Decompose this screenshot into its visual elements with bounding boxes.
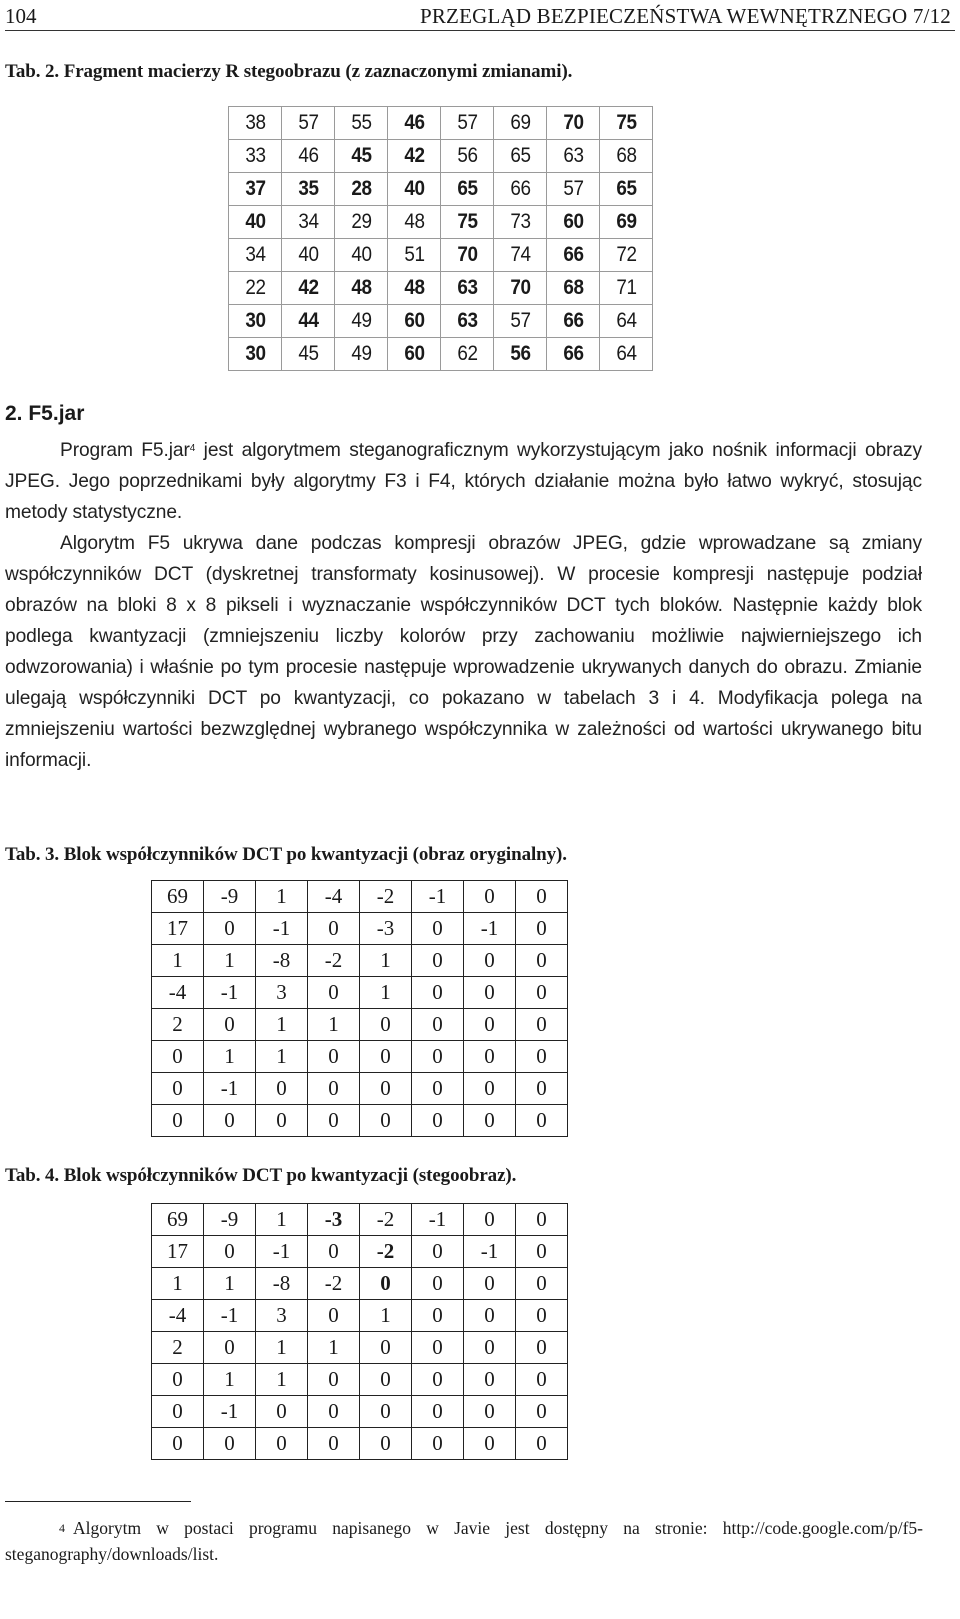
tab3-cell: -2 xyxy=(360,881,412,913)
tab2-row xyxy=(229,107,653,140)
tab4-cell: 0 xyxy=(152,1396,204,1428)
tab4-cell: 0 xyxy=(412,1396,464,1428)
tab4-cell: 0 xyxy=(256,1396,308,1428)
tab3-cell: 1 xyxy=(256,881,308,913)
tab3-cell: 0 xyxy=(152,1105,204,1137)
paragraph-1 xyxy=(5,435,922,528)
tab4-cell: 1 xyxy=(308,1332,360,1364)
tab3-caption: Tab. 3. Blok współczynników DCT po kwantyzacji (obraz oryginalny). xyxy=(5,844,567,865)
tab2-cell: 74 xyxy=(496,239,544,272)
tab3-cell: 2 xyxy=(152,1009,204,1041)
tab3-cell: 0 xyxy=(412,1041,464,1073)
tab3-cell: 0 xyxy=(360,1073,412,1105)
tab3-cell: -1 xyxy=(464,913,516,945)
tab4-cell: -9 xyxy=(204,1204,256,1236)
tab4-row xyxy=(152,1428,568,1460)
footnote-text: Algorytm w postaci programu napisanego w Javie jest dostępny na stronie: http://code.google.com/p/f5-steganography/downloads/list. xyxy=(5,1518,923,1564)
tab4-cell: 0 xyxy=(308,1236,360,1268)
tab4-cell: -3 xyxy=(308,1204,360,1236)
tab2-cell: 45 xyxy=(337,140,385,173)
tab3-cell: 3 xyxy=(256,977,308,1009)
tab4-cell: 1 xyxy=(204,1364,256,1396)
tab4-cell: 0 xyxy=(464,1204,516,1236)
tab2-cell: 75 xyxy=(602,107,650,140)
paragraph-1-start: Program F5.jar xyxy=(60,440,190,461)
tab3-cell: -8 xyxy=(256,945,308,977)
tab4-cell: 0 xyxy=(152,1364,204,1396)
tab4-cell: 2 xyxy=(152,1332,204,1364)
tab2-cell: 40 xyxy=(390,173,438,206)
tab4-cell: -1 xyxy=(204,1300,256,1332)
tab3-cell: 0 xyxy=(152,1041,204,1073)
tab3-row xyxy=(152,913,568,945)
tab4-row xyxy=(152,1332,568,1364)
tab2-caption: Tab. 2. Fragment macierzy R stegoobrazu (z zaznaczonymi zmianami). xyxy=(5,61,573,82)
tab3-cell: 1 xyxy=(256,1041,308,1073)
tab4-cell: 0 xyxy=(360,1364,412,1396)
running-title: PRZEGLĄD BEZPIECZEŃSTWA WEWNĘTRZNEGO 7/12 xyxy=(419,4,951,28)
tab2-cell: 70 xyxy=(496,272,544,305)
tab3-cell: 1 xyxy=(152,945,204,977)
tab4-cell: -2 xyxy=(360,1236,412,1268)
tab2-cell: 75 xyxy=(443,206,491,239)
tab4-cell: 0 xyxy=(516,1428,568,1460)
tab3-cell: 0 xyxy=(464,1041,516,1073)
tab4-cell: 0 xyxy=(516,1364,568,1396)
tab4-cell: 0 xyxy=(308,1300,360,1332)
tab4-cell: 0 xyxy=(204,1332,256,1364)
tab4-cell: 0 xyxy=(360,1332,412,1364)
page-header xyxy=(5,4,955,31)
tab2-cell: 42 xyxy=(284,272,332,305)
tab4-cell: -1 xyxy=(204,1396,256,1428)
tab4-cell: 1 xyxy=(256,1364,308,1396)
tab2-cell: 68 xyxy=(549,272,597,305)
tab2-cell: 64 xyxy=(602,305,650,338)
tab3-cell: 0 xyxy=(412,1073,464,1105)
tab2-cell: 60 xyxy=(549,206,597,239)
tab2-cell: 63 xyxy=(443,305,491,338)
tab3-cell: 0 xyxy=(412,1105,464,1137)
tab4-cell: 1 xyxy=(256,1204,308,1236)
tab4-cell: 1 xyxy=(360,1300,412,1332)
tab3-cell: 69 xyxy=(152,881,204,913)
tab4-cell: 0 xyxy=(360,1268,412,1300)
tab2-row xyxy=(229,173,653,206)
tab3-cell: 0 xyxy=(516,913,568,945)
tab2-row xyxy=(229,239,653,272)
tab3-cell: 0 xyxy=(204,1105,256,1137)
tab3-cell: -1 xyxy=(412,881,464,913)
tab2-cell: 73 xyxy=(496,206,544,239)
tab4-cell: 0 xyxy=(516,1236,568,1268)
tab2-row xyxy=(229,338,653,371)
tab2-cell: 37 xyxy=(231,173,279,206)
tab3-cell: 0 xyxy=(360,1105,412,1137)
tab4-cell: 0 xyxy=(412,1268,464,1300)
tab3-cell: -9 xyxy=(204,881,256,913)
tab3-row xyxy=(152,945,568,977)
tab2-cell: 65 xyxy=(443,173,491,206)
tab3-cell: -1 xyxy=(256,913,308,945)
tab3-cell: -4 xyxy=(308,881,360,913)
tab2-cell: 66 xyxy=(549,239,597,272)
tab3-cell: 0 xyxy=(308,977,360,1009)
tab2-cell: 40 xyxy=(231,206,279,239)
tab4-cell: 0 xyxy=(464,1428,516,1460)
tab2-cell: 72 xyxy=(602,239,650,272)
tab4-caption: Tab. 4. Blok współczynników DCT po kwantyzacji (stegoobraz). xyxy=(5,1165,517,1186)
tab3-cell: 0 xyxy=(516,1009,568,1041)
tab2-cell: 51 xyxy=(390,239,438,272)
tab3-cell: -3 xyxy=(360,913,412,945)
tab2-cell: 49 xyxy=(337,338,385,371)
tab2-cell: 28 xyxy=(337,173,385,206)
tab3-cell: 1 xyxy=(308,1009,360,1041)
tab3-cell: 0 xyxy=(256,1105,308,1137)
tab4-cell: -1 xyxy=(412,1204,464,1236)
tab3-cell: 0 xyxy=(412,1009,464,1041)
tab2-cell: 62 xyxy=(443,338,491,371)
tab3-cell: 0 xyxy=(464,881,516,913)
tab3-cell: 0 xyxy=(516,1041,568,1073)
tab4-cell: -2 xyxy=(360,1204,412,1236)
tab3-cell: 1 xyxy=(204,1041,256,1073)
tab2-cell: 34 xyxy=(284,206,332,239)
tab2-cell: 66 xyxy=(549,338,597,371)
tab4-cell: -1 xyxy=(256,1236,308,1268)
tab2-cell: 60 xyxy=(390,338,438,371)
tab4-cell: -8 xyxy=(256,1268,308,1300)
tab2-cell: 65 xyxy=(602,173,650,206)
tab4-cell: 0 xyxy=(256,1428,308,1460)
tab4-cell: 0 xyxy=(152,1428,204,1460)
tab3-cell: 0 xyxy=(516,881,568,913)
tab2-cell: 48 xyxy=(337,272,385,305)
footnote xyxy=(5,1515,923,1567)
tab4-cell: 1 xyxy=(204,1268,256,1300)
tab2-table xyxy=(228,106,653,371)
page-number: 104 xyxy=(5,4,37,28)
section-body xyxy=(5,435,922,776)
tab2-cell: 35 xyxy=(284,173,332,206)
tab3-row xyxy=(152,1105,568,1137)
tab2-cell: 44 xyxy=(284,305,332,338)
tab2-cell: 69 xyxy=(602,206,650,239)
tab2-cell: 57 xyxy=(443,107,491,140)
tab4-cell: 17 xyxy=(152,1236,204,1268)
tab3-cell: 0 xyxy=(412,945,464,977)
tab4-cell: 0 xyxy=(516,1300,568,1332)
tab3-cell: 0 xyxy=(308,1041,360,1073)
tab3-cell: 0 xyxy=(308,1073,360,1105)
tab2-cell: 48 xyxy=(390,272,438,305)
tab2-cell: 63 xyxy=(443,272,491,305)
tab2-cell: 49 xyxy=(337,305,385,338)
tab4-cell: 0 xyxy=(412,1236,464,1268)
tab4-cell: 0 xyxy=(516,1204,568,1236)
tab4-row xyxy=(152,1204,568,1236)
tab2-cell: 22 xyxy=(231,272,279,305)
tab2-cell: 70 xyxy=(443,239,491,272)
tab2-cell: 29 xyxy=(337,206,385,239)
tab2-cell: 34 xyxy=(231,239,279,272)
tab2-row xyxy=(229,206,653,239)
tab2-row xyxy=(229,272,653,305)
section-title: 2. F5.jar xyxy=(5,402,85,425)
tab3-cell: 17 xyxy=(152,913,204,945)
footnote-rule xyxy=(5,1501,191,1502)
tab2-cell: 38 xyxy=(231,107,279,140)
tab3-cell: 0 xyxy=(464,1073,516,1105)
tab3-cell: 0 xyxy=(308,913,360,945)
tab2-cell: 46 xyxy=(390,107,438,140)
paragraph-1-rest: jest algorytmem steganograficznym wykorzystującym jako nośnik informacji obrazy JPEG. Jego poprzednikami były algorytmy F3 i F4, których działanie można było łatwo wykryć, stosując metody statystyczne. xyxy=(5,440,922,523)
tab3-cell: 0 xyxy=(516,1105,568,1137)
tab4-cell: 0 xyxy=(308,1396,360,1428)
tab3-cell: 0 xyxy=(412,977,464,1009)
tab4-row xyxy=(152,1396,568,1428)
tab3-cell: 0 xyxy=(516,1073,568,1105)
tab2-cell: 68 xyxy=(602,140,650,173)
tab4-row xyxy=(152,1268,568,1300)
tab4-cell: 0 xyxy=(204,1428,256,1460)
tab4-row xyxy=(152,1236,568,1268)
tab4-cell: 0 xyxy=(464,1268,516,1300)
tab2-cell: 57 xyxy=(549,173,597,206)
tab2-cell: 69 xyxy=(496,107,544,140)
tab3-cell: 0 xyxy=(256,1073,308,1105)
tab4-cell: 0 xyxy=(464,1300,516,1332)
tab2-cell: 42 xyxy=(390,140,438,173)
tab2-cell: 40 xyxy=(284,239,332,272)
tab4-cell: 0 xyxy=(360,1428,412,1460)
tab4-cell: -4 xyxy=(152,1300,204,1332)
tab3-cell: 0 xyxy=(204,913,256,945)
tab2-cell: 46 xyxy=(284,140,332,173)
tab2-cell: 40 xyxy=(337,239,385,272)
tab4-cell: 0 xyxy=(308,1364,360,1396)
tab2-row xyxy=(229,140,653,173)
tab3-cell: 0 xyxy=(412,913,464,945)
tab4-cell: 0 xyxy=(516,1396,568,1428)
tab4-cell: 1 xyxy=(256,1332,308,1364)
tab4-cell: -2 xyxy=(308,1268,360,1300)
tab2-cell: 66 xyxy=(549,305,597,338)
tab2-cell: 30 xyxy=(231,338,279,371)
tab4-cell: 0 xyxy=(412,1364,464,1396)
tab3-cell: 0 xyxy=(464,977,516,1009)
tab2-cell: 57 xyxy=(284,107,332,140)
tab2-cell: 45 xyxy=(284,338,332,371)
tab2-cell: 71 xyxy=(602,272,650,305)
tab3-cell: -4 xyxy=(152,977,204,1009)
tab4-cell: -1 xyxy=(464,1236,516,1268)
tab2-cell: 57 xyxy=(496,305,544,338)
tab3-cell: -1 xyxy=(204,977,256,1009)
tab3-cell: 0 xyxy=(516,945,568,977)
tab2-cell: 63 xyxy=(549,140,597,173)
footnote-number: 4 xyxy=(59,1521,65,1535)
tab2-cell: 70 xyxy=(549,107,597,140)
tab4-cell: 0 xyxy=(204,1236,256,1268)
tab3-cell: 0 xyxy=(464,1009,516,1041)
tab2-cell: 48 xyxy=(390,206,438,239)
tab4-cell: 0 xyxy=(464,1332,516,1364)
tab2-cell: 33 xyxy=(231,140,279,173)
tab4-cell: 3 xyxy=(256,1300,308,1332)
tab4-cell: 1 xyxy=(152,1268,204,1300)
tab2-cell: 65 xyxy=(496,140,544,173)
tab4-cell: 0 xyxy=(464,1396,516,1428)
tab3-cell: 0 xyxy=(152,1073,204,1105)
tab2-cell: 56 xyxy=(443,140,491,173)
tab3-cell: 1 xyxy=(360,945,412,977)
tab4-cell: 0 xyxy=(464,1364,516,1396)
tab2-cell: 60 xyxy=(390,305,438,338)
tab3-cell: -1 xyxy=(204,1073,256,1105)
tab2-row xyxy=(229,305,653,338)
tab4-cell: 0 xyxy=(360,1396,412,1428)
tab3-cell: -2 xyxy=(308,945,360,977)
tab3-table xyxy=(151,880,568,1137)
tab4-cell: 0 xyxy=(308,1428,360,1460)
tab2-cell: 55 xyxy=(337,107,385,140)
tab3-cell: 0 xyxy=(360,1041,412,1073)
tab4-table xyxy=(151,1203,568,1460)
tab3-row xyxy=(152,977,568,1009)
tab3-cell: 1 xyxy=(256,1009,308,1041)
tab3-row xyxy=(152,1041,568,1073)
tab3-cell: 0 xyxy=(464,1105,516,1137)
tab3-cell: 0 xyxy=(516,977,568,1009)
tab4-cell: 0 xyxy=(412,1332,464,1364)
tab3-cell: 1 xyxy=(204,945,256,977)
tab3-row xyxy=(152,1009,568,1041)
tab4-cell: 0 xyxy=(412,1428,464,1460)
tab4-cell: 69 xyxy=(152,1204,204,1236)
tab3-cell: 0 xyxy=(360,1009,412,1041)
tab3-cell: 0 xyxy=(204,1009,256,1041)
tab2-cell: 30 xyxy=(231,305,279,338)
tab2-cell: 64 xyxy=(602,338,650,371)
tab3-cell: 0 xyxy=(464,945,516,977)
footnote-ref: 4 xyxy=(189,443,196,454)
tab2-cell: 56 xyxy=(496,338,544,371)
tab3-row xyxy=(152,881,568,913)
tab4-cell: 0 xyxy=(516,1332,568,1364)
tab3-row xyxy=(152,1073,568,1105)
tab3-cell: 0 xyxy=(308,1105,360,1137)
tab2-cell: 66 xyxy=(496,173,544,206)
tab4-row xyxy=(152,1364,568,1396)
tab3-cell: 1 xyxy=(360,977,412,1009)
tab4-cell: 0 xyxy=(516,1268,568,1300)
paragraph-2: Algorytm F5 ukrywa dane podczas kompresji obrazów JPEG, gdzie wprowadzane są zmiany współczynników DCT (dyskretnej transformaty kosinusowej). W procesie kompresji następuje podział obrazów na bloki 8 x 8 pikseli i wyznaczanie współczynników DCT tych bloków. Następnie każdy blok podlega kwantyzacji (zmniejszeniu liczby kolorów przy zachowaniu możliwie najwierniejszego ich odwzorowania) i właśnie po tym procesie następuje wprowadzenie ukrywanych danych do obrazu. Zmianie ulegają współczynniki DCT po kwantyzacji, co pokazano w tabelach 3 i 4. Modyfikacja polega na zmniejszeniu wartości bezwzględnej wybranego współczynnika w zależności od wartości ukrywanego bitu informacji. xyxy=(5,533,922,771)
tab4-row xyxy=(152,1300,568,1332)
tab4-cell: 0 xyxy=(412,1300,464,1332)
